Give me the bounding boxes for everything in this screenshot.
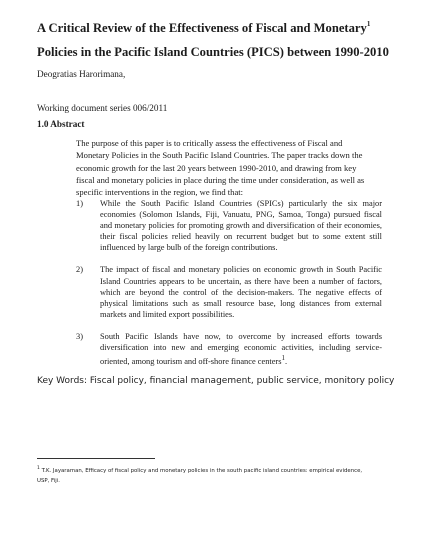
list-item-text: South Pacific Islands have now, to overcome by increased efforts towards diversification into new and emerging economic activities, including service-oriented, among tourism and off-shore finance centers (100, 331, 382, 366)
footnote-text: T.K. Jayaraman, Efficacy of fiscal policy and monetary policies in the south pacific island countries: empirical evidence, USP, Fiji. (37, 467, 363, 484)
list-item-text: The impact of fiscal and monetary policies on economic growth in South Pacific Island Countries appears to be uncertain, as there have been a number of factors, which are beyond the control of the decision-makers. The negative effects of physical limitations such as small resource base, long distances from external markets and limited export possibilities. (100, 265, 382, 319)
working-document-series: Working document series 006/2011 (37, 103, 168, 113)
list-item-number: 3) (76, 331, 83, 341)
list-item-number: 2) (76, 265, 83, 275)
footnote-reference: 1 (281, 354, 285, 363)
findings-list (76, 198, 382, 378)
list-item (76, 264, 382, 319)
list-item-number: 1) (76, 199, 83, 208)
footnote-marker: 1 (37, 466, 40, 471)
list-item (76, 198, 382, 253)
section-heading: 1.0 Abstract (37, 119, 85, 129)
title-line-2: Policies in the Pacific Island Countries (PICS) between 1990-2010 (37, 45, 389, 60)
abstract-paragraph: The purpose of this paper is to critically assess the effectiveness of Fiscal and Monetary Policies in the South Pacific Island Countries. The paper tracks down the economic growth for the last 20 years between 1990-2010, and drawing from key fiscal and monetary policies in place during the time under consideration, as well as specific interventions in the region, we find that: (76, 138, 365, 198)
footnote-divider (37, 458, 155, 459)
title-footnote-marker: 1 (366, 20, 371, 28)
list-item-text: While the South Pacific Island Countries (SPICs) particularly the six major economies (Solomon Islands, Fiji, Vanuatu, PNG, Samoa, Tonga) pursued fiscal and monetary policies for promoting growth and diversification of their economies, their fiscal policies relied heavily on recurrent budget but to some extent still influenced by large bulb of the foreign contributions. (100, 199, 382, 253)
title-line-1: A Critical Review of the Effectiveness of Fiscal and Monetary (37, 21, 367, 36)
footnote (37, 464, 367, 486)
paper-title (37, 13, 397, 64)
keywords: Key Words: Fiscal policy, financial management, public service, monitory policy (37, 376, 395, 386)
list-item: 3) South Pacific Islands have now, to overcome by increased efforts towards diversification into new and emerging economic activities, including service-oriented, among tourism and off-shore finance centers$^1$. (76, 331, 382, 366)
author-name: Deogratias Harorimana, (37, 69, 126, 79)
